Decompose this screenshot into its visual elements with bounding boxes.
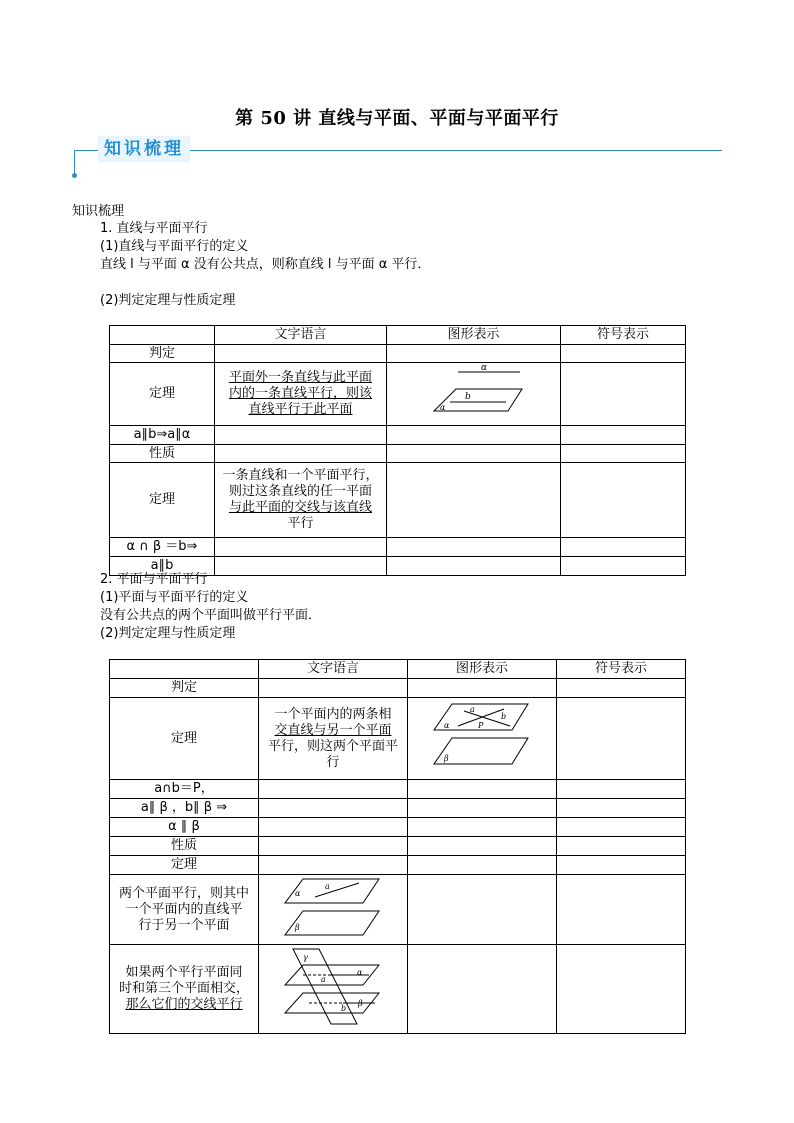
label-a: a [321, 975, 326, 984]
text-cell: 如果两个平行平面同 时和第三个平面相交， 那么它们的交线平行 [110, 945, 259, 1034]
label-b: b [464, 392, 471, 402]
row-label: 性质 [110, 445, 215, 463]
label-p: P [478, 721, 484, 730]
part2-heading: 2. 平面与平面平行 [100, 572, 208, 587]
part2-definition: 没有公共点的两个平面叫做平行平面． [100, 608, 322, 623]
line-plane-parallel-figure [388, 363, 560, 420]
table-row [110, 463, 686, 538]
label-alpha: α [295, 889, 301, 898]
table-row [110, 856, 686, 875]
part1-sub2: (2)判定定理与性质定理 [100, 293, 236, 308]
row-label: 性质 [110, 837, 259, 856]
figure-cell [408, 698, 557, 780]
table-row [110, 345, 686, 363]
table-header-row [110, 660, 686, 679]
label-a: a [470, 705, 475, 714]
part2-sub1: (1)平面与平面平行的定义 [100, 590, 249, 605]
label-alpha: α [357, 968, 363, 977]
table-row [110, 799, 686, 818]
part1-heading: 1. 直线与平面平行 [100, 221, 208, 236]
banner-dot [72, 173, 77, 178]
table-row [110, 445, 686, 463]
row-label: 定理 [110, 856, 259, 875]
table-row [110, 875, 686, 945]
table-row [110, 538, 686, 557]
header-cell: 图形表示 [387, 326, 561, 345]
label-alpha: α [444, 721, 450, 730]
label-b: b [501, 712, 507, 721]
row-label: 定理 [110, 698, 259, 780]
section-heading: 知识梳理 [72, 204, 125, 219]
row-label: a∥b [110, 557, 215, 576]
figure-cell [387, 363, 561, 426]
table-row [110, 363, 686, 426]
text-cell: 一条直线和一个平面平行， 则过这条直线的任一平面 与此平面的交线与该直线 平行 [215, 463, 387, 538]
label-alpha: α [439, 403, 445, 412]
label-beta: β [295, 923, 300, 932]
table-plane-plane [109, 659, 686, 1034]
page-title: 第 50 讲 直线与平面、平面与平面平行 [235, 108, 559, 129]
header-cell: 符号表示 [557, 660, 686, 679]
table-row [110, 780, 686, 799]
label-a: α [480, 363, 487, 373]
label-gamma: γ [303, 953, 308, 962]
part1-definition: 直线 l 与平面 α 没有公共点，则称直线 l 与平面 α 平行． [100, 257, 431, 272]
table-row [110, 837, 686, 856]
row-label: a∥ β ，b∥ β ⇒ [110, 799, 259, 818]
header-cell: 符号表示 [561, 326, 686, 345]
part1-sub1: (1)直线与平面平行的定义 [100, 239, 249, 254]
row-label: a∥b⇒a∥α [110, 426, 215, 445]
part2-sub2: (2)判定定理与性质定理 [100, 626, 236, 641]
figure-cell [259, 945, 408, 1034]
row-label: a∩b＝P， [110, 780, 259, 799]
banner-tag: 知识梳理 [98, 136, 190, 162]
text-cell: 平面外一条直线与此平面 内的一条直线平行，则该 直线平行于此平面 [215, 363, 387, 426]
plane-parallel-property-figure [259, 875, 408, 939]
row-label: 判定 [110, 679, 259, 698]
table-row [110, 818, 686, 837]
header-cell [110, 660, 259, 679]
table-row [110, 945, 686, 1034]
header-cell: 文字语言 [259, 660, 408, 679]
row-label: 判定 [110, 345, 215, 363]
three-planes-figure [259, 945, 408, 1028]
plane-plane-parallel-figure [408, 698, 557, 774]
label-b: b [341, 1004, 347, 1013]
header-cell [110, 326, 215, 345]
table-line-plane [109, 325, 686, 576]
section-banner [72, 136, 722, 181]
header-cell: 图形表示 [408, 660, 557, 679]
banner-vertical-line [74, 150, 75, 175]
table-row [110, 679, 686, 698]
row-label: α ∩ β ＝b⇒ [110, 538, 215, 557]
table-header-row [110, 326, 686, 345]
table-row [110, 698, 686, 780]
table-row [110, 426, 686, 445]
figure-cell [259, 875, 408, 945]
row-label: 定理 [110, 463, 215, 538]
text-cell: 两个平面平行，则其中 一个平面内的直线平 行于另一个平面 [110, 875, 259, 945]
label-a: a [325, 882, 330, 891]
label-beta: β [444, 754, 449, 763]
row-label: α ∥ β [110, 818, 259, 837]
header-cell: 文字语言 [215, 326, 387, 345]
row-label: 定理 [110, 363, 215, 426]
text-cell: 一个平面内的两条相 交直线与另一个平面 平行，则这两个平面平 行 [259, 698, 408, 780]
label-beta: β [358, 999, 363, 1008]
